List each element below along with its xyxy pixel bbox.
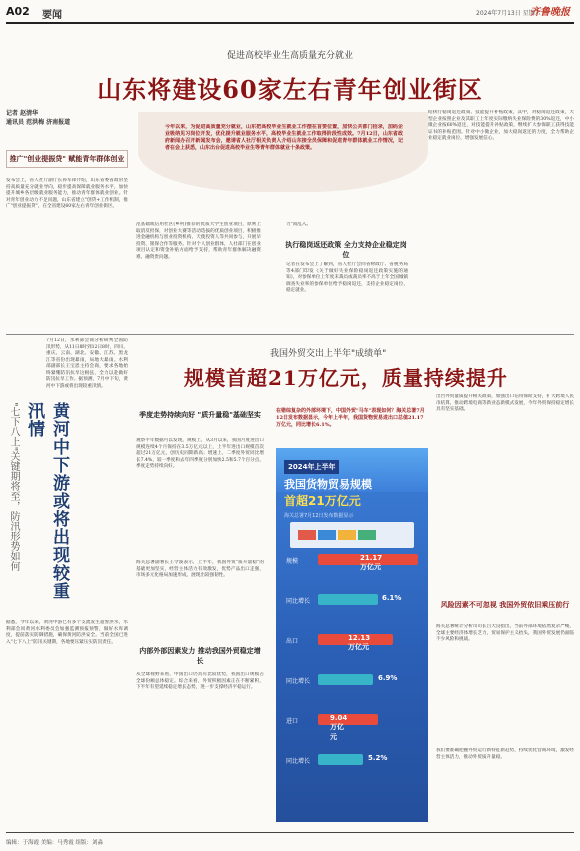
- story1-col1: 发布会上，省人社厅副厅长孙军锋介绍，山东省委省政府坚持高质量充分就业导向，稳步提高保障就业服务水平，加快提升城乡各层级就业服务能力，推动青年群体就业创业。针对青年创业动力不足问题，山东省建立"创贷+工作机制，推广"创业提振贷"，在全省建设60家左右青年创业街区。: [6, 178, 128, 209]
- story3-subhead-2: 内部外部因素发力 推动我国外贸稳定增长: [139, 647, 261, 665]
- story-divider: [6, 334, 574, 335]
- story1-headline: 山东将建设60家左右青年创业街区: [97, 75, 483, 104]
- container-icon: [318, 530, 336, 540]
- story3-kicker: 我国外贸交出上半年"成绩单": [270, 349, 387, 359]
- infographic-bars: [286, 556, 418, 816]
- row-label: 规模: [286, 558, 299, 565]
- section-name: 要闻: [42, 10, 62, 21]
- row-label: 同比增长: [286, 598, 311, 605]
- row-label: 出口: [286, 638, 299, 645]
- story3-body: 观察半年数据可以发现，规模上，从3月以来，我国月度进出口规模连续4个月保持在3.5万亿元以上，上半年进出口规模首次超过21万亿元，创历史同期新高；增速上，二季度外贸同比增长7.4%，较一季度和去年四季度分别加快2.5和5.7个百分点，季度走势持续向好。: [136, 438, 264, 469]
- story1-subhead-2: 执行稳岗返还政策 全力支持企业稳定岗位: [285, 241, 407, 259]
- story3-lead: 在错综复杂的外部环境下，中国外贸"马车"表现如何？海关总署7月12日发布数据显示，今年上半年，我国货物贸易进出口总值21.17万亿元，同比增长6.1%。: [276, 408, 425, 428]
- container-icon: [358, 530, 376, 540]
- story1-kicker: 促进高校毕业生高质量充分就业: [226, 51, 353, 61]
- infographic-tag: 2024年上半年: [284, 460, 339, 474]
- row-bar: [318, 714, 378, 725]
- container-ship-art: [290, 522, 414, 548]
- story3-col3-c: 我们要准确把握外贸运行新特征新趋势，持续优化营商环境，激发经营主体活力，推动外贸质升量稳。: [436, 748, 574, 760]
- header-rule: [6, 22, 574, 24]
- story1-byline-2: 通讯员 范洪梅 济南报道: [6, 119, 71, 126]
- story1-byline: 记者 赵清华: [6, 110, 39, 117]
- story1-col2: 范基础或信用社区(乡村)推荐的优质大学生创业项目，原则上取消反担保，对创业大赛等活动选拔的优质创业项目，积极推进金融机构与创业投资机构、天使投资人等共同参与，开展早投资、银保合作等服务。针对个人创业群体，人社部门在创业项目认定和资金补贴方面给予支持，帮助青年群体解决融资难、融资贵问题。: [136, 222, 261, 260]
- story3-body-3: 从全球视野来看，中国出口仍具有比较优势，我国出口规模占全球份额总体稳定。综合来看，外贸积极因素正在不断累积，下半年有望延续稳定增长态势，进一步支撑经济平稳运行。: [136, 672, 264, 690]
- row-value: 21.17万亿元: [360, 554, 383, 571]
- row-label: 进口: [286, 718, 299, 725]
- page-number: A02: [6, 5, 30, 18]
- story1-col3: 记者在发布会上了解到，省人社厅会同省财政厅、省税务局等4部门印发《关于做好失业保险稳岗返还政策实施的通知》，对参保单位上年度未裁员或裁员率不高于上年全国城镇调查失业率的参保单位给予稳岗返还，支持企业稳定岗位、稳定就业。: [286, 262, 408, 293]
- story1-subhead-box-1: [6, 150, 128, 168]
- story2-headline: 黄河中下游或将出现较重汛情: [24, 402, 69, 600]
- story3-col3-b: 海关总署统计分析司司长吕大良指出，当前外部环境依然复杂严峻，全球主要经济体增长乏力，贸易保护主义抬头，我国外贸发展仍面临不少风险和挑战。: [436, 624, 574, 642]
- story3-headline: 规模首超21万亿元，质量持续提升: [184, 366, 508, 390]
- story3-body-2: 海关总署副署长王令浚表示，上半年，我国外贸"质升量稳"的基础更加坚实，经营主体活力有效激发，优势产品出口走强，市场多元化格局加速形成，展现出较强韧性。: [136, 560, 264, 578]
- newspaper-logo: 齐鲁晚报: [530, 7, 570, 18]
- row-value: 6.1%: [382, 594, 402, 602]
- row-value: 5.2%: [368, 754, 388, 762]
- infographic-note: 海关总署7月12日发布数据显示: [284, 513, 354, 519]
- story3-subhead-1: 季度走势持续向好 "质升量稳"基础坚实: [139, 411, 261, 419]
- footer-rule: [6, 832, 574, 833]
- container-icon: [338, 530, 356, 540]
- story1-col4: 结执行稳岗返还政策、技能提升补贴政策，其中，对稳岗返还政策，大型企业按照企业及其职工上年度实际缴纳失业保险费的30%返还，中小微企业按60%返还，对技能提升补贴政策，继续扩大参保职工获得技能证书的补贴范围。针对中小微企业，加大稳岗返还的力度，全力帮助企业稳定就业岗位、增强发展信心。: [428, 110, 574, 141]
- story2-body: 7月12日，水利部会商分析研判全国防汛形势，从11日8时到12日8时，四川、重庆、云南、湖北、安徽、江苏、黑龙江等省份出现暴雨，局地大暴雨。水利部副部长王宝恩主持会商，要求各地始终紧绷防汛抗旱这根弦，全力以赴做好防汛抗旱工作。据预测，7月中下旬，黄河中下游或将出现较重汛情。: [46, 338, 128, 389]
- story3-subhead-3: 风险因素不可忽视 我国外贸依旧乘压前行: [440, 601, 570, 609]
- row-value: 12.13万亿元: [348, 634, 371, 651]
- row-bar: [318, 594, 378, 605]
- container-icon: [298, 530, 316, 540]
- infographic-title-2: 首超21万亿元: [284, 494, 361, 508]
- story1-subhead-1: 推广"创业提振贷" 赋能青年群体创业: [9, 155, 125, 163]
- row-value: 6.9%: [378, 674, 398, 682]
- story1-col3-top: 力"而乱入。: [286, 222, 312, 227]
- row-bar: [318, 674, 373, 685]
- row-label: 同比增长: [286, 758, 311, 765]
- row-value: 9.04万亿元: [330, 714, 348, 741]
- trade-infographic: [276, 448, 428, 822]
- row-label: 同比增长: [286, 678, 311, 685]
- story3-col3: 出台外贸量质提升相关政策，加强出口信用保险支持，扩大跨境人民币结算，推动跨境电商等新业态新模式发展，今年外贸保持稳定增长具有坚实基础。: [436, 394, 574, 412]
- row-bar: [318, 754, 363, 765]
- story2-subheadline: "七下八上"关键期将至，防汛形势如何: [8, 402, 19, 572]
- story1-intro: 今年以来，为促进高质量充分就业，山东把高校毕业生就业工作摆在首要位置，加快公共部门招录，加码企业吸纳见习岗位开发，优化提升就业服务水平，高校毕业生就业工作取得阶段性成效。7月12日，山东省政府新闻办召开新闻发布会，邀请省人社厅相关负责人介绍山东接全员保障和促进青年群体就业工作情况，记者在会上获悉，山东出台促进高校毕业生等青年群体就业十条政策。: [165, 124, 403, 151]
- infographic-title-1: 我国货物贸易规模: [284, 478, 372, 491]
- story2-body-2: 据悉，今年以来，黄河中游已有多个支流发生超警洪水，水利部会同黄河水利委员会加强监测预报预警，做好水库调度，提前落实防御措施，确保黄河防洪安全。当前全国已进入"七下八上"防汛关键期，各地要压紧压实防汛责任。: [6, 620, 128, 645]
- issue-date: 2024年7月13日 星期六: [476, 10, 541, 17]
- footer-editors: 编辑：于海霞 美编：马秀霞 组版：刘淼: [6, 840, 103, 846]
